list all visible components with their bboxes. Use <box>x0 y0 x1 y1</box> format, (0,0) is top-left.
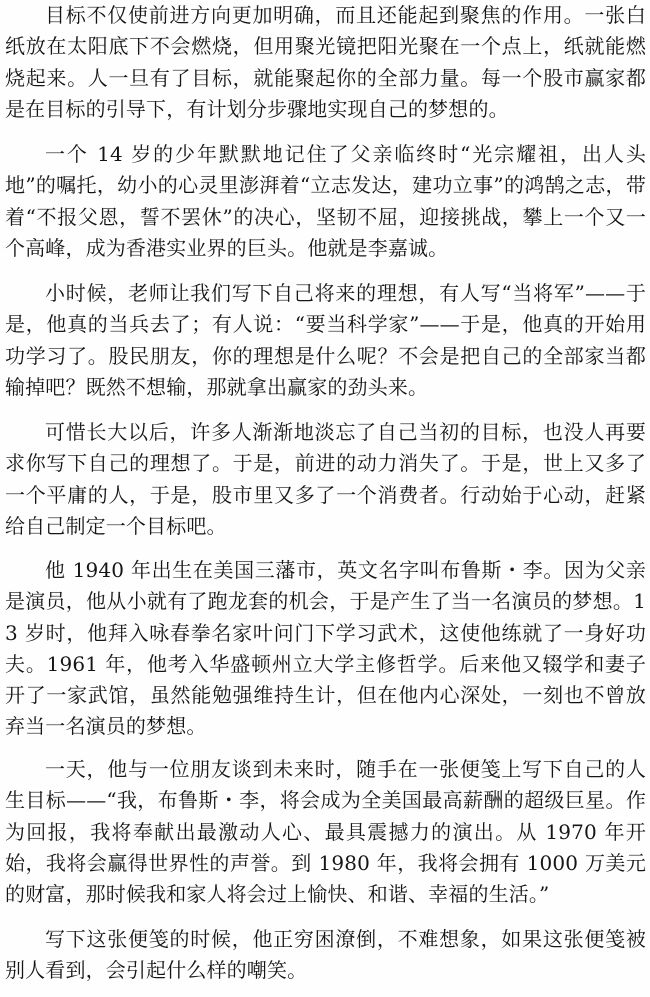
paragraph-childhood-ideals: 小时候，老师让我们写下自己将来的理想，有人写“当将军”——于是，他真的当兵去了；有人说：“要当科学家”——于是，他真的开始用功学习了。股民朋友，你的理想是什么呢？不会是把自己的全部家当都输掉吧？既然不想输，那就拿出赢家的劲头来。 <box>5 281 646 399</box>
paragraph-bruce-lee-note: 一天，他与一位朋友谈到未来时，随手在一张便笺上写下自己的人生目标——“我，布鲁斯・李，将会成为全美国最高薪酬的超级巨星。作为回报，我将奉献出最激动人心、最具震撼力的演出。从 1970 年开始，我将会赢得世界性的声誉。到 1980 年，我将会拥有 1000 万美元的财富，那时候我和家人将会过上愉快、和谐、幸福的生活。” <box>5 757 646 907</box>
paragraph-note-ridicule: 写下这张便笺的时候，他正穷困潦倒，不难想象，如果这张便笺被别人看到，会引起什么样的嘲笑。 <box>5 927 646 983</box>
paragraph-goal-focus: 目标不仅使前进方向更加明确，而且还能起到聚焦的作用。一张白纸放在太阳底下不会燃烧，但用聚光镜把阳光聚在一个点上，纸就能燃烧起来。人一旦有了目标，就能聚起你的全部力量。每一个股市赢家都是在目标的引导下，有计划分步骤地实现自己的梦想的。 <box>5 3 646 121</box>
paragraph-li-ka-shing: 一个 14 岁的少年默默地记住了父亲临终时“光宗耀祖，出人头地”的嘱托，幼小的心灵里澎湃着“立志发达，建功立事”的鸿鹄之志，带着“不报父恩，誓不罢休”的决心，坚韧不屈，迎接挑战，攀上一个又一个高峰，成为香港实业界的巨头。他就是李嘉诚。 <box>5 142 646 260</box>
paragraph-bruce-lee-background: 他 1940 年出生在美国三藩市，英文名字叫布鲁斯・李。因为父亲是演员，他从小就有了跑龙套的机会，于是产生了当一名演员的梦想。13 岁时，他拜入咏春拳名家叶问门下学习武术，这使他练就了一身好功夫。1961 年，他考入华盛顿州立大学主修哲学。后来他又辍学和妻子开了一家武馆，虽然能勉强维持生计，但在他内心深处，一刻也不曾放弃当一名演员的梦想。 <box>5 558 646 739</box>
paragraph-forgotten-goals: 可惜长大以后，许多人渐渐地淡忘了自己当初的目标，也没人再要求你写下自己的理想了。于是，前进的动力消失了。于是，世上又多了一个平庸的人，于是，股市里又多了一个消费者。行动始于心动，赶紧给自己制定一个目标吧。 <box>5 420 646 538</box>
